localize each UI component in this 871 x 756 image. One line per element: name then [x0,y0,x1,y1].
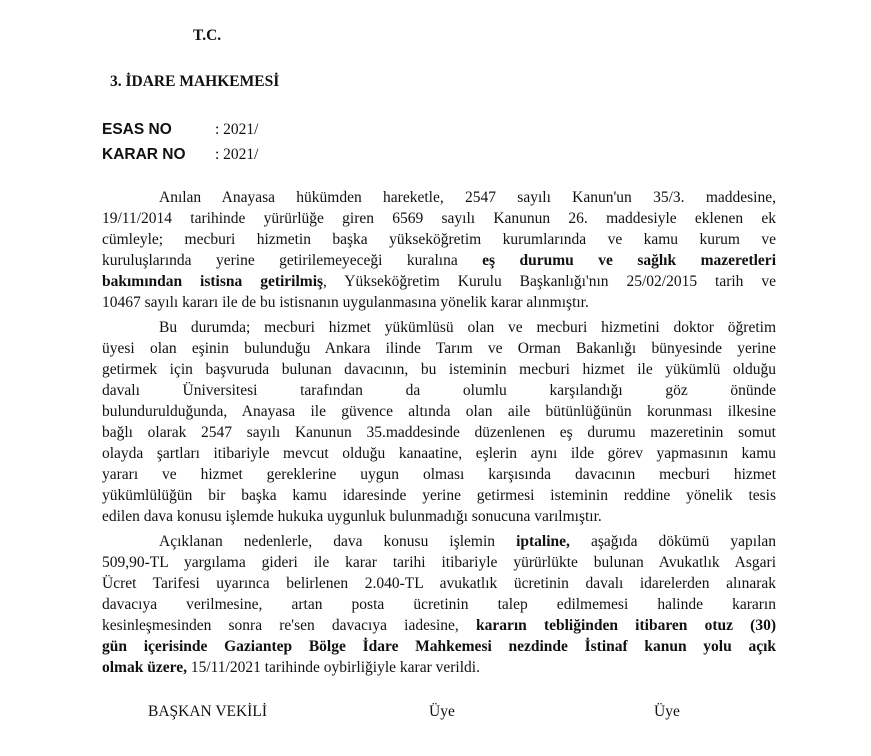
signature-member-1: Üye [429,703,455,720]
esas-row [102,121,172,139]
esas-label: ESAS NO [102,121,172,138]
karar-row [102,146,186,164]
p1-line-4-bold: eş durumu ve sağlık mazeretleri [482,252,776,269]
p1-line-5-normal: , Yükseköğretim Kurulu Başkanlığı'nın 25/02/2015 tarih ve [323,273,776,290]
p1-line-1: Anılan Anayasa hükümden hareketle, 2547 sayılı Kanun'un 35/3. maddesine, [159,189,776,206]
p3-line-1-bold: iptaline, [516,533,570,550]
p3-line-1-a: Açıklanan nedenlerle, dava konusu işlemin [159,533,517,550]
p1-line-4 [102,250,776,271]
p2-line-6: bağlı olarak 2547 sayılı Kanunun 35.maddesinde düzenlenen eş durumu mazeretinin somut [102,424,776,441]
p1-line-6: 10467 sayılı kararı ile de bu istisnanın uygulanmasına yönelik karar alınmıştır. [102,294,589,311]
p3-line-1-c: aşağıda dökümü yapılan [569,533,777,550]
signature-chair: BAŞKAN VEKİLİ [148,703,267,720]
p3-line-6-bold: gün içerisinde Gaziantep Bölge İdare Mahkemesi nezdinde İstinaf kanun yolu açık [102,638,776,655]
p1-line-4-normal: kuruluşlarında yerine getirilemeyeceği kuralına [102,252,483,269]
signature-member-2: Üye [654,703,680,720]
p2-line-10: edilen dava konusu işlemde hukuka uygunluk bulunmadığı sonucuna varılmıştır. [102,508,602,525]
p3-line-7-normal: 15/11/2021 tarihinde oybirliğiyle karar verildi. [186,659,480,676]
p1-line-5 [102,271,776,292]
p1-line-2: 19/11/2014 tarihinde yürürlüğe giren 6569 sayılı Kanunun 26. maddesiyle eklenen ek [102,210,776,227]
p2-line-7: olayda şartları itibariyle mevcut olduğu kanaatine, eşlerin aynı ilde görev yapmasının kamu [102,445,776,462]
karar-value: : 2021/ [215,146,259,163]
p3-line-3: Ücret Tarifesi uyarınca belirlenen 2.040-TL avukatlık ücretinin davalı idarelerden alınarak [102,575,776,592]
p3-line-6 [102,636,776,657]
p2-line-4: davalı Üniversitesi tarafından da olumlu karşılandığı göz önünde [102,382,776,399]
p2-line-3: getirmek için başvuruda bulunan davacının, bu isteminin mecburi hizmet ile yükümlü olduğu [102,361,776,378]
p2-line-5: bulundurulduğunda, Anayasa ile güvence altında olan aile bütünlüğünün korunması ilkesine [102,403,776,420]
p1-line-3: cümleyle; mecburi hizmetin başka yükseköğretim kurumlarında ve kamu kurum ve [102,231,776,248]
p2-line-9: yükümlülüğün bir başka kamu idaresinde yerine getirmesi isteminin reddine yönelik tesis [102,487,776,504]
p1-line-5-bold: bakımından istisna getirilmiş [102,273,324,290]
header-tc: T.C. [193,27,222,44]
p3-line-5 [102,615,776,636]
p3-line-5-bold: kararın tebliğinden itibaren otuz (30) [475,617,776,634]
p2-line-8: yararı ve hizmet gereklerine uygun olması karşısında davacının mecburi hizmet [102,466,776,483]
esas-value: : 2021/ [215,121,259,138]
p3-line-7 [102,657,776,678]
p2-line-2: üyesi olan eşinin bulunduğu Ankara ilinde Tarım ve Orman Bakanlığı bünyesinde yerine [102,340,776,357]
court-name: 3. İDARE MAHKEMESİ [110,73,280,90]
p3-line-7-bold: olmak üzere, [102,659,187,676]
p3-line-5-normal: kesinleşmesinden sonra re'sen davacıya iadesine, [102,617,476,634]
p2-line-1: Bu durumda; mecburi hizmet yükümlüsü olan ve mecburi hizmetini doktor öğretim [159,319,776,336]
p3-line-4: davacıya verilmesine, artan posta ücretinin talep edilmemesi halinde kararın [102,596,776,613]
p3-line-2: 509,90-TL yargılama gideri ile karar tarihi itibariyle yürürlükte bulunan Avukatlık Asgari [102,554,776,571]
karar-label: KARAR NO [102,146,186,163]
p3-line-1 [102,531,776,552]
